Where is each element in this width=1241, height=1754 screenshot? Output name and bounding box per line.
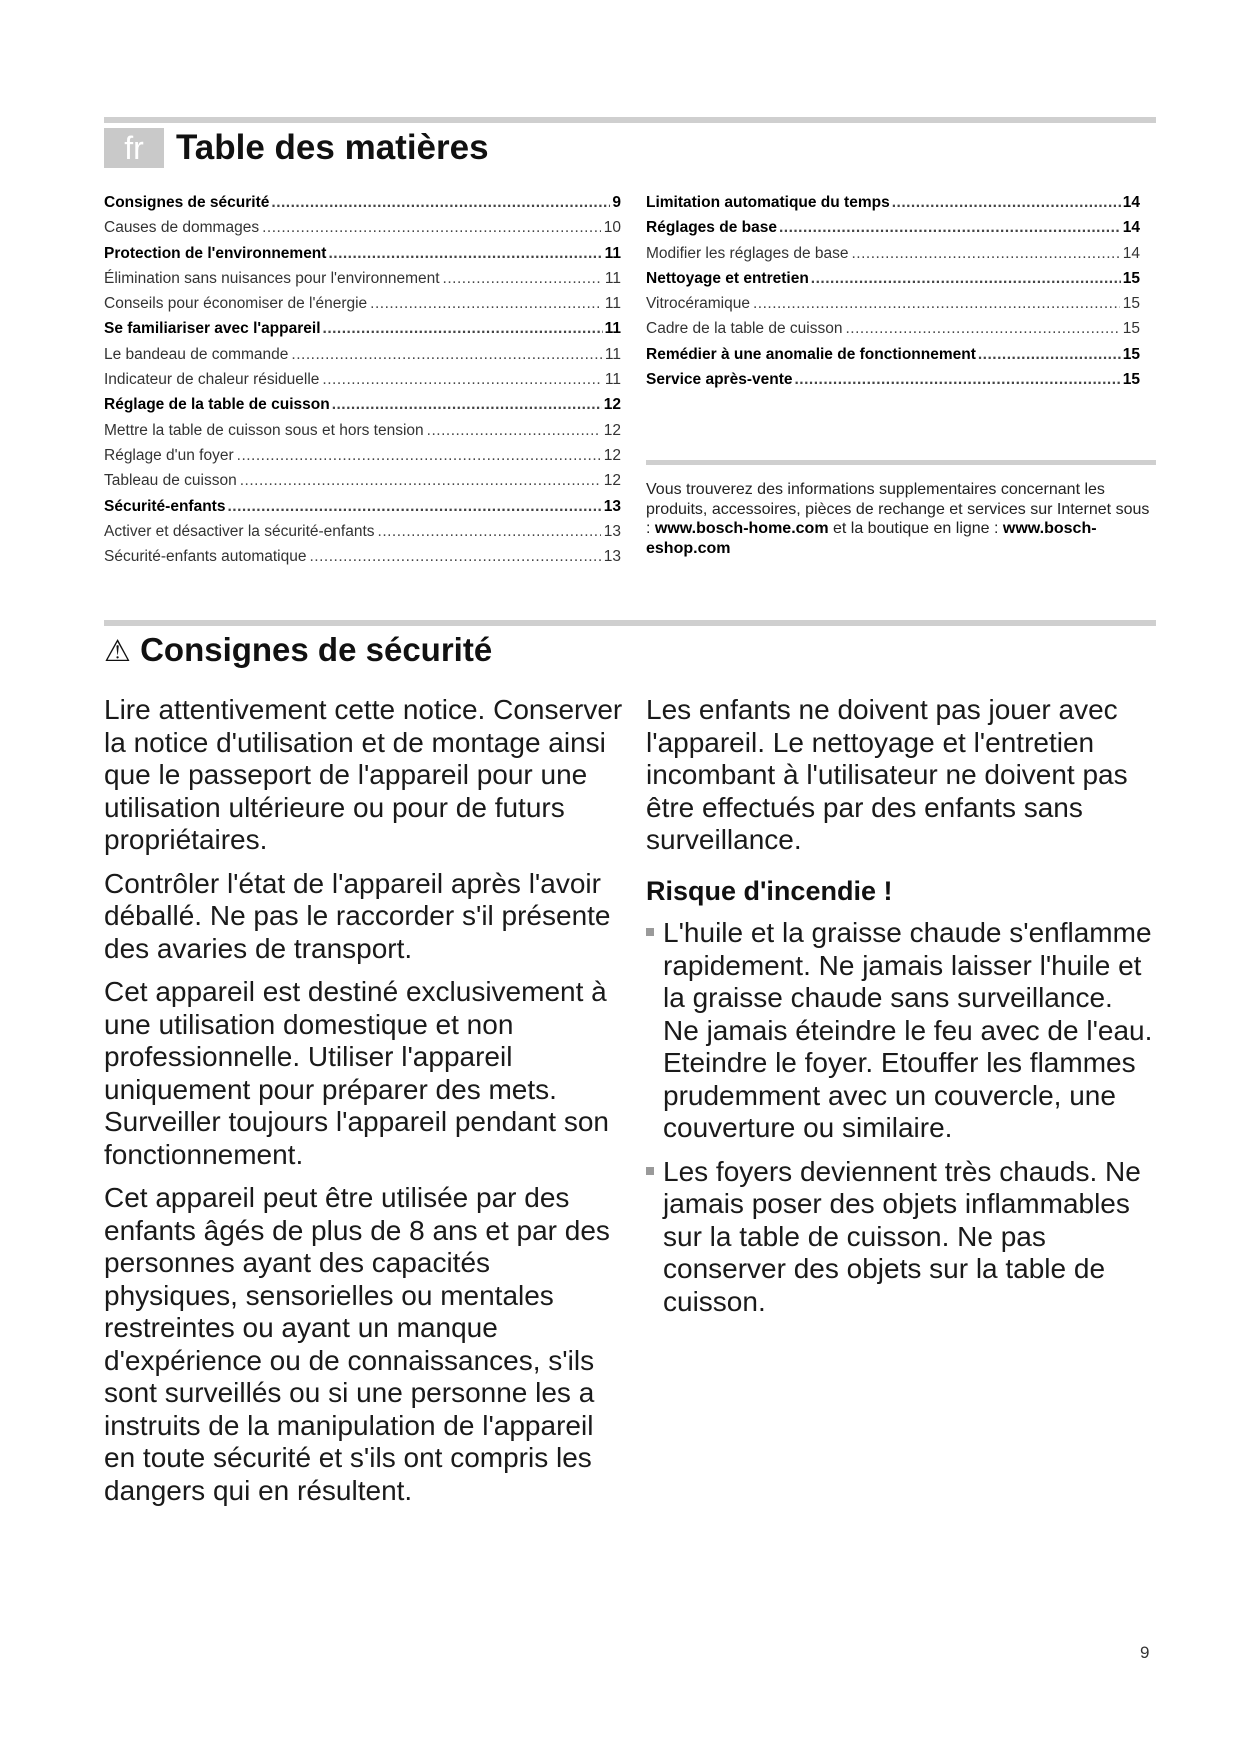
- toc-entry-label: Tableau de cuisson: [104, 472, 237, 490]
- toc-entry[interactable]: [646, 371, 1140, 396]
- bosch-eshop-link[interactable]: www.bosch-eshop.com: [646, 520, 1097, 557]
- toc-entry[interactable]: [646, 194, 1140, 219]
- toc-leader-dots: [443, 270, 602, 288]
- toc-entry-label: Réglage de la table de cuisson: [104, 396, 330, 414]
- toc-entry-page: 11: [604, 244, 621, 262]
- toc-leader-dots: [378, 523, 601, 541]
- toc-entry-page: 11: [604, 345, 621, 363]
- page-number: 9: [1140, 1643, 1150, 1662]
- toc-entry-page: 14: [1122, 219, 1140, 237]
- toc-entry-page: 15: [1122, 371, 1140, 389]
- toc-leader-dots: [291, 346, 601, 364]
- info-text-2: et la boutique en ligne :: [828, 520, 1003, 537]
- toc-entry-page: 11: [604, 269, 621, 287]
- toc-leader-dots: [323, 320, 603, 338]
- toc-entry-page: 12: [603, 446, 621, 464]
- toc-entry-label: Le bandeau de commande: [104, 345, 289, 363]
- toc-entry-page: 15: [1122, 345, 1140, 363]
- toc-leader-dots: [794, 371, 1120, 389]
- toc-entry-label: Nettoyage et entretien: [646, 269, 809, 287]
- toc-leader-dots: [892, 194, 1121, 212]
- toc-entry-label: Modifier les réglages de base: [646, 244, 849, 262]
- toc-entry[interactable]: [104, 498, 621, 523]
- toc-entry-page: 13: [603, 497, 621, 515]
- toc-leader-dots: [851, 245, 1119, 263]
- toc-leader-dots: [811, 270, 1121, 288]
- toc-entry-label: Vitrocéramique: [646, 295, 750, 313]
- toc-entry-label: Réglage d'un foyer: [104, 446, 234, 464]
- toc-entry-label: Consignes de sécurité: [104, 194, 270, 211]
- bullet-square-icon: [646, 1156, 663, 1319]
- toc-entry-page: 12: [603, 396, 621, 414]
- safety-paragraph: Contrôler l'état de l'appareil après l'avoir déballé. Ne pas le raccorder s'il présente des avaries de transport.: [104, 867, 611, 964]
- toc-entry-label: Se familiariser avec l'appareil: [104, 320, 321, 338]
- toc-left-column: [104, 194, 621, 573]
- toc-entry[interactable]: [104, 295, 621, 320]
- toc-leader-dots: [240, 472, 601, 490]
- toc-entry-page: 14: [1122, 244, 1140, 262]
- toc-title: Table des matières: [176, 128, 489, 167]
- toc-entry-page: 9: [612, 194, 621, 211]
- toc-entry-label: Réglages de base: [646, 219, 777, 237]
- toc-top-rule: [104, 117, 1156, 123]
- fire-risk-heading: Risque d'incendie !: [646, 875, 893, 906]
- toc-leader-dots: [271, 194, 610, 212]
- language-badge: fr: [104, 128, 164, 168]
- toc-entry-label: Élimination sans nuisances pour l'environnement: [104, 269, 440, 287]
- toc-entry[interactable]: [104, 422, 621, 447]
- toc-entry[interactable]: [646, 320, 1140, 345]
- toc-entry[interactable]: [104, 270, 621, 295]
- warning-triangle-icon: ⚠: [104, 634, 131, 669]
- toc-entry-page: 12: [603, 421, 621, 439]
- children-paragraph: Les enfants ne doivent pas jouer avec l'appareil. Le nettoyage et l'entretien incombant à l'utilisateur ne doivent pas être effectués par des enfants sans surveillance.: [646, 694, 1128, 855]
- toc-leader-dots: [328, 245, 602, 263]
- toc-entry[interactable]: [104, 346, 621, 371]
- toc-leader-dots: [845, 320, 1119, 338]
- toc-entry[interactable]: [104, 472, 621, 497]
- safety-paragraph: Lire attentivement cette notice. Conserver la notice d'utilisation et de montage ainsi que le passeport de l'appareil pour une utilisation ultérieure ou pour de futurs propriétaires.: [104, 694, 623, 855]
- toc-entry-page: 13: [603, 522, 621, 540]
- fire-bullet: [646, 917, 1156, 1145]
- toc-leader-dots: [237, 447, 601, 465]
- toc-entry-label: Indicateur de chaleur résiduelle: [104, 371, 320, 389]
- safety-heading: [104, 628, 492, 674]
- bullet-square-icon: [646, 917, 663, 1145]
- safety-left-column: [104, 694, 624, 1518]
- toc-entry-label: Protection de l'environnement: [104, 244, 327, 262]
- toc-entry-label: Sécurité-enfants automatique: [104, 548, 307, 566]
- bosch-home-link[interactable]: www.bosch-home.com: [654, 520, 829, 537]
- toc-entry-label: Cadre de la table de cuisson: [646, 320, 843, 338]
- toc-entry-label: Limitation automatique du temps: [646, 194, 890, 211]
- toc-entry[interactable]: [104, 219, 621, 244]
- toc-leader-dots: [427, 422, 601, 440]
- toc-entry-page: 15: [1122, 320, 1140, 338]
- toc-entry-page: 14: [1122, 194, 1140, 211]
- toc-entry[interactable]: [646, 346, 1140, 371]
- toc-leader-dots: [779, 219, 1121, 237]
- toc-entry-page: 15: [1122, 295, 1140, 313]
- toc-right-column: [646, 194, 1140, 396]
- info-rule: [646, 460, 1156, 465]
- toc-entry-page: 11: [604, 371, 621, 389]
- toc-leader-dots: [322, 371, 601, 389]
- toc-entry[interactable]: [104, 523, 621, 548]
- toc-entry-page: 11: [604, 320, 621, 338]
- toc-entry[interactable]: [104, 447, 621, 472]
- toc-entry-label: Mettre la table de cuisson sous et hors tension: [104, 421, 424, 439]
- toc-entry[interactable]: [646, 245, 1140, 270]
- toc-entry[interactable]: [104, 396, 621, 421]
- toc-entry[interactable]: [104, 194, 621, 219]
- toc-entry[interactable]: [646, 219, 1140, 244]
- toc-leader-dots: [978, 346, 1121, 364]
- online-info: [646, 480, 1156, 558]
- safety-paragraph: Cet appareil peut être utilisée par des enfants âgés de plus de 8 ans et par des personnes ayant des capacités physiques, sensorielles ou mentales restreintes ou ayant un manque d'expérience ou de connaissances, s'ils sont surveillés ou si une personne les a instruits de la manipulation de l'appareil en toute sécurité et s'ils ont compris les dangers qui en résultent.: [104, 1182, 610, 1506]
- safety-right-column: [646, 694, 1156, 1329]
- toc-entry-label: Service après-vente: [646, 371, 793, 389]
- toc-entry[interactable]: [104, 320, 621, 345]
- safety-paragraph: Cet appareil est destiné exclusivement à une utilisation domestique et non professionnelle. Utiliser l'appareil uniquement pour préparer des mets. Surveiller toujours l'appareil pendant son fonctionnement.: [104, 976, 609, 1170]
- toc-entry-page: 10: [603, 219, 621, 237]
- safety-top-rule: [104, 620, 1156, 626]
- toc-entry-page: 15: [1122, 269, 1140, 287]
- toc-entry[interactable]: [104, 371, 621, 396]
- toc-leader-dots: [753, 295, 1120, 313]
- toc-entry[interactable]: [646, 270, 1140, 295]
- toc-entry-label: Activer et désactiver la sécurité-enfants: [104, 522, 375, 540]
- toc-entry-label: Conseils pour économiser de l'énergie: [104, 295, 368, 313]
- toc-leader-dots: [262, 219, 601, 237]
- toc-entry-page: 12: [603, 472, 621, 490]
- toc-entry-page: 11: [604, 295, 621, 313]
- toc-entry[interactable]: [104, 548, 621, 573]
- safety-title: Consignes de sécurité: [140, 631, 493, 668]
- toc-entry-label: Sécurité-enfants: [104, 497, 226, 515]
- toc-entry[interactable]: [104, 245, 621, 270]
- toc-entry-page: 13: [603, 548, 621, 566]
- toc-entry[interactable]: [646, 295, 1140, 320]
- info-text-1: Vous trouverez des informations supplementaires concernant les produits, accessoires, pièces de rechange et services sur Internet sous :: [646, 481, 1150, 537]
- toc-leader-dots: [309, 548, 600, 566]
- toc-entry-label: Remédier à une anomalie de fonctionnement: [646, 345, 976, 363]
- toc-leader-dots: [370, 295, 602, 313]
- toc-leader-dots: [332, 396, 602, 414]
- toc-leader-dots: [227, 498, 601, 516]
- fire-bullet: [646, 1156, 1156, 1319]
- toc-entry-label: Causes de dommages: [104, 219, 260, 237]
- fire-bullet-text: Les foyers deviennent très chauds. Ne jamais poser des objets inflammables sur la table de cuisson. Ne pas conserver des objets sur la table de cuisson.: [663, 1155, 1141, 1317]
- fire-bullet-text: L'huile et la graisse chaude s'enflamme rapidement. Ne jamais laisser l'huile et la graisse chaude sans surveillance. Ne jamais éteindre le feu avec de l'eau. Eteindre le foyer. Etouffer les flammes prudemment avec un couvercle, une couverture ou similaire.: [663, 917, 1153, 1143]
